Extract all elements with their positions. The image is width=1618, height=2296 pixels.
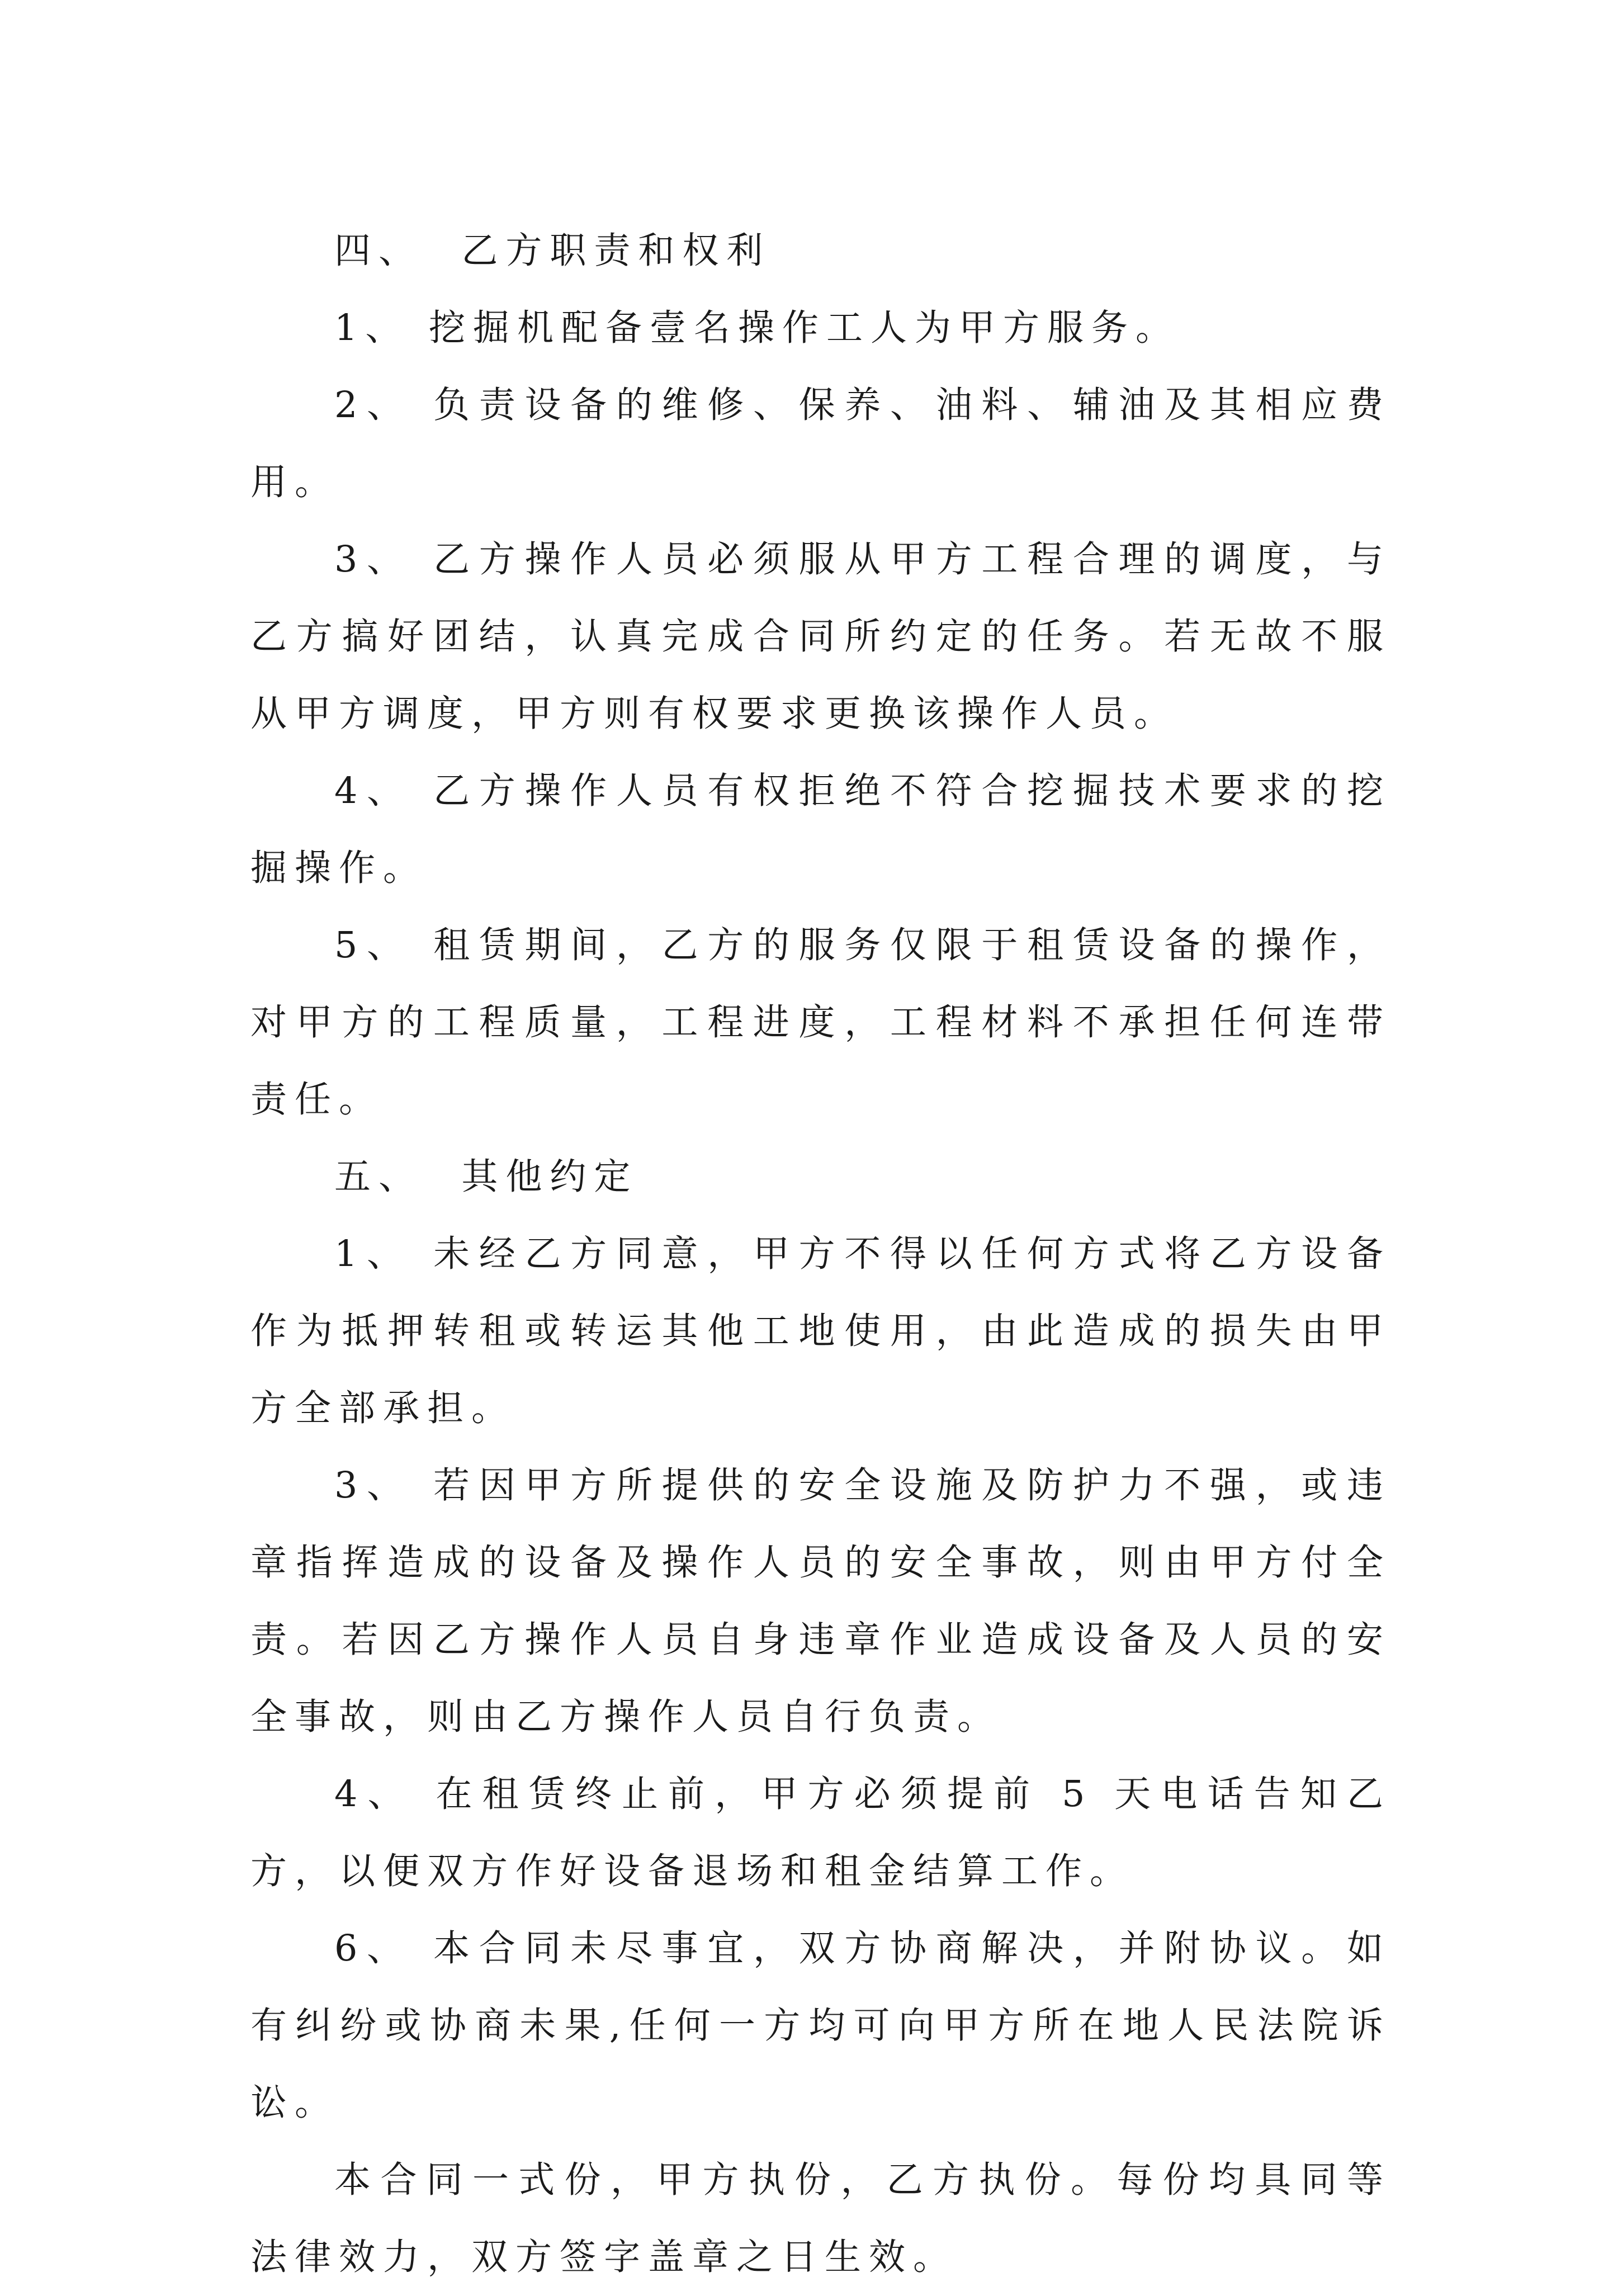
clause-4-4: 4、 乙方操作人员有权拒绝不符合挖掘技术要求的挖掘操作。: [250, 770, 1391, 889]
contract-page: [250, 212, 1391, 2296]
clause-5-3: 3、 若因甲方所提供的安全设施及防护力不强，或违章指挥造成的设备及操作人员的安全事故，则由甲方付全责。若因乙方操作人员自身违章作业造成设备及人员的安全事故，则由乙方操作人员自行负责。: [250, 1464, 1391, 1738]
closing-paragraph: 本合同一式份，甲方执份，乙方执份。每份均具同等法律效力，双方签字盖章之日生效。: [250, 2159, 1391, 2278]
clause-4-2: 2、 负责设备的维修、保养、油料、辅油及其相应费用。: [250, 384, 1391, 503]
clause-5-1: 1、 未经乙方同意，甲方不得以任何方式将乙方设备作为抵押转租或转运其他工地使用，由此造成的损失由甲方全部承担。: [250, 1233, 1391, 1429]
section-heading-duties: 四、 乙方职责和权利: [334, 230, 771, 272]
clause-5-6: 6、 本合同未尽事宜，双方协商解决，并附协议。如有纠纷或协商未果,任何一方均可向甲方所在地人民法院诉讼。: [250, 1927, 1391, 2124]
section-heading-other: 五、 其他约定: [334, 1156, 638, 1198]
clause-4-5: 5、 租赁期间，乙方的服务仅限于租赁设备的操作，对甲方的工程质量，工程进度，工程材料不承担任何连带责任。: [250, 924, 1391, 1121]
clause-5-4: 4、 在租赁终止前，甲方必须提前 5 天电话告知乙方，以便双方作好设备退场和租金结算工作。: [250, 1773, 1391, 1892]
clause-4-3: 3、 乙方操作人员必须服从甲方工程合理的调度，与乙方搞好团结，认真完成合同所约定的任务。若无故不服从甲方调度，甲方则有权要求更换该操作人员。: [250, 538, 1391, 735]
clause-4-1: 1、 挖掘机配备壹名操作工人为甲方服务。: [334, 307, 1180, 349]
